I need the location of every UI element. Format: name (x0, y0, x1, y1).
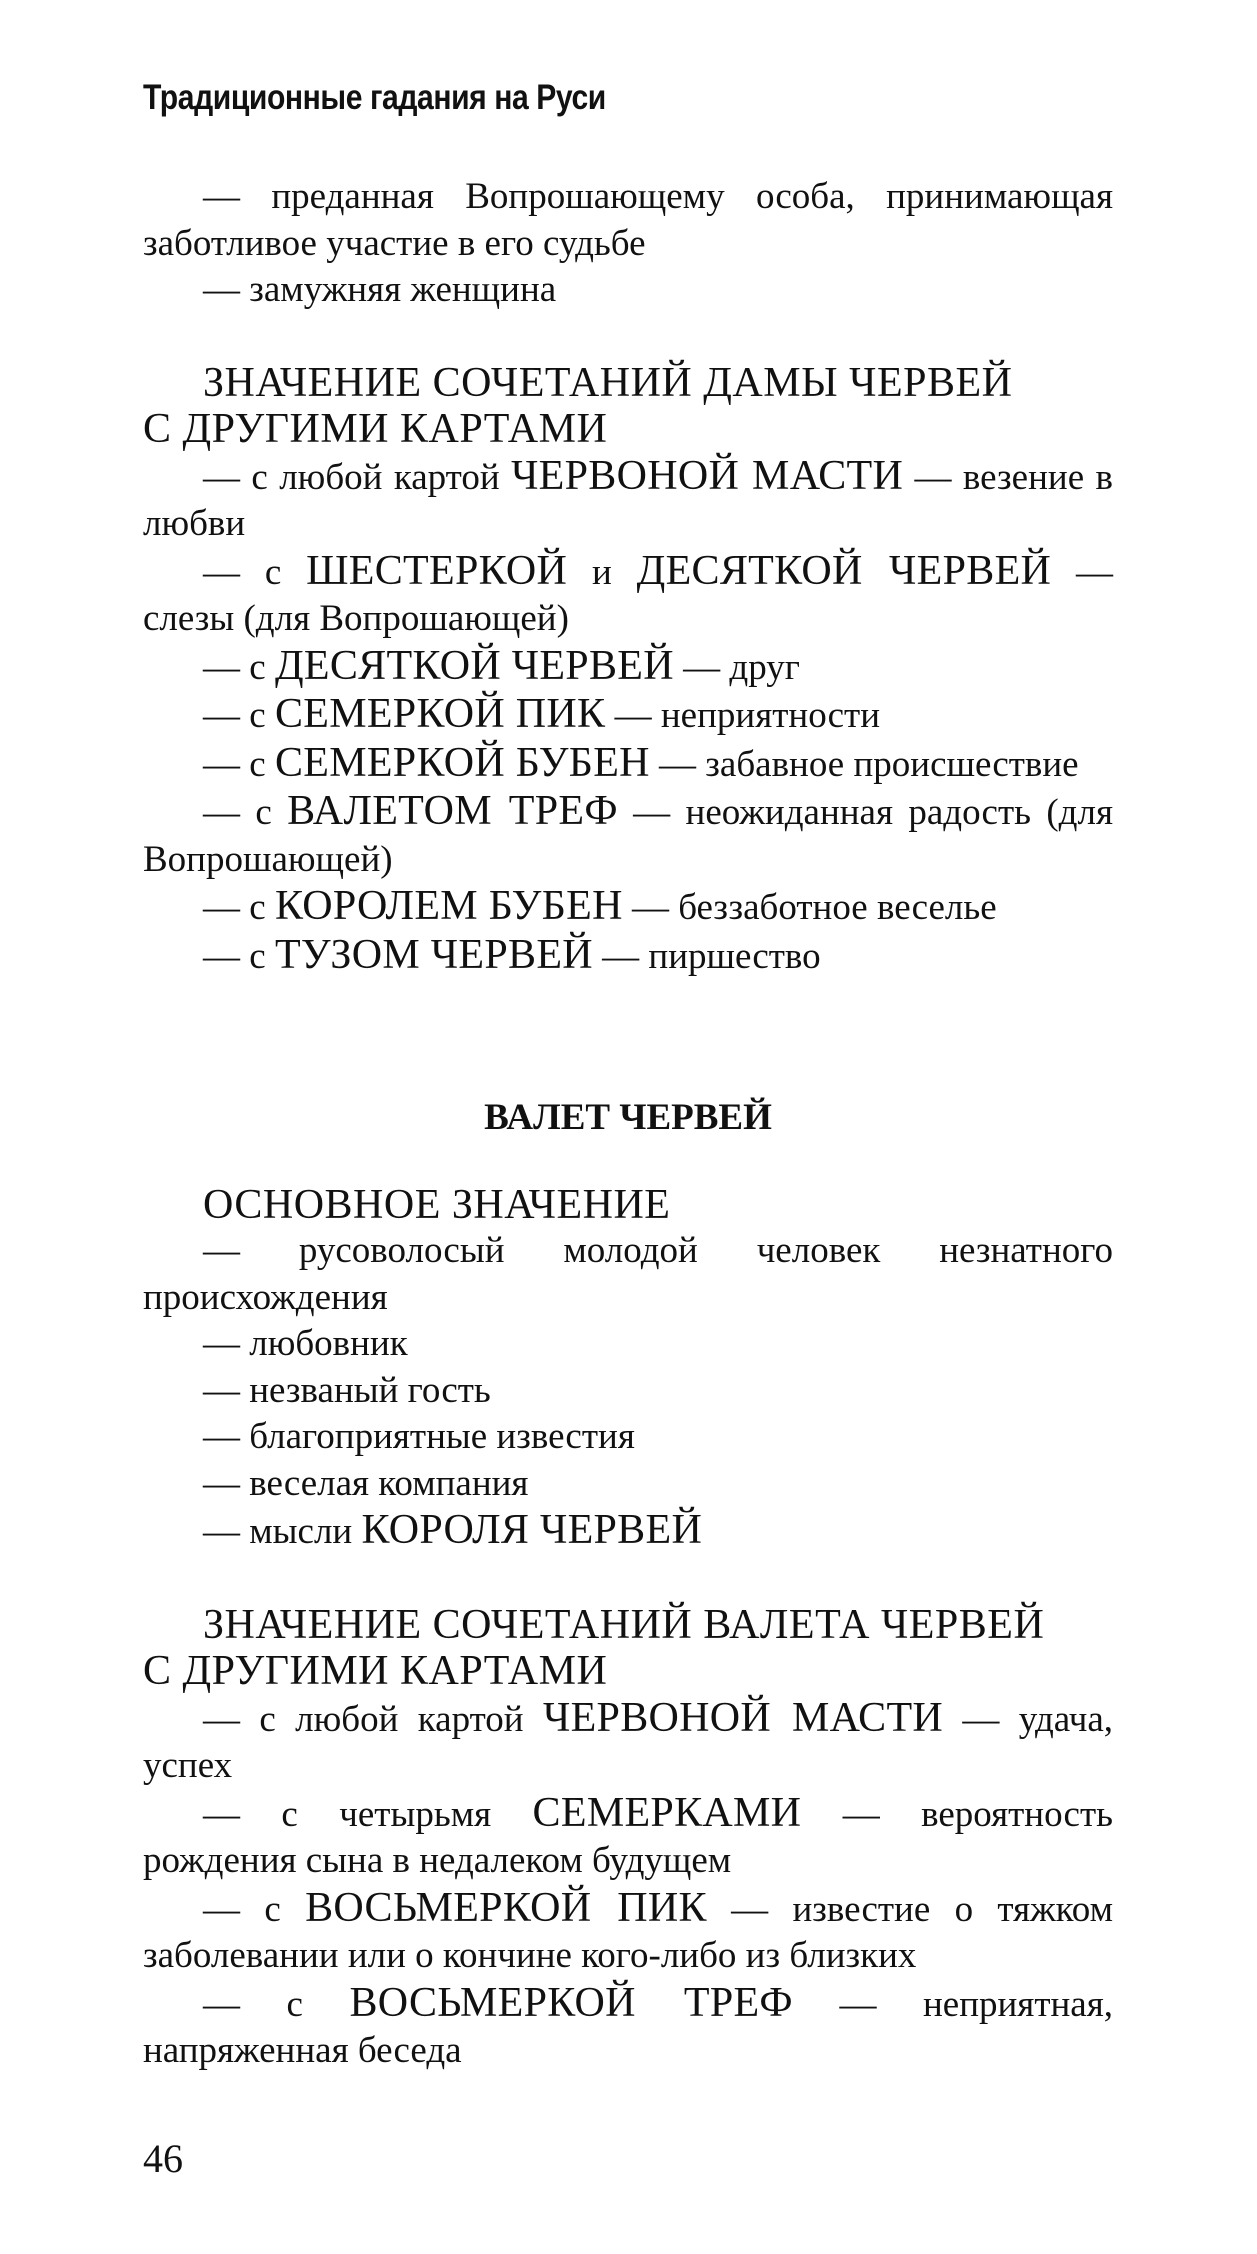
item-text: — неприятная, напряженная беседа (143, 1983, 1113, 2071)
card-name: ВОСЬМЕРКОЙ ПИК (305, 1884, 707, 1931)
section-title: С ДРУГИМИ КАРТАМИ (143, 406, 608, 452)
combination-item (143, 1885, 1113, 1980)
card-name: ШЕСТЕРКОЙ (306, 547, 568, 594)
item-text: — везение в любви (143, 456, 1113, 544)
card-name: СЕМЕРКОЙ БУБЕН (274, 739, 650, 786)
section-title: С ДРУГИМИ КАРТАМИ (143, 1648, 608, 1694)
card-name: ВОСЬМЕРКОЙ ТРЕФ (349, 1979, 793, 2026)
item-text: — с (203, 646, 275, 688)
running-head: Традиционные гадания на Руси (143, 78, 606, 117)
item-text: — с (203, 743, 275, 785)
combination-item (143, 932, 1113, 981)
card-name: КОРОЛЯ ЧЕРВЕЙ (361, 1507, 703, 1553)
item-text: — слезы (для Вопрошающей) (143, 551, 1113, 639)
combination-item (143, 1790, 1113, 1885)
meaning-item (143, 1507, 1113, 1556)
card-name: СЕМЕРКОЙ ПИК (274, 691, 606, 737)
book-page (143, 0, 1113, 2254)
section-title: ЗНАЧЕНИЕ СОЧЕТАНИЙ ДАМЫ ЧЕРВЕЙ (203, 359, 1013, 406)
card-name: ВАЛЕТОМ ТРЕФ (287, 788, 618, 834)
card-name: ЧЕРВОНОЙ МАСТИ (511, 452, 904, 499)
item-text: — неприятности (605, 695, 881, 736)
combination-item (143, 1980, 1113, 2075)
combination-item (143, 691, 1113, 740)
item-text: — с (203, 887, 275, 928)
item-text: — забавное происшествие (649, 743, 1079, 785)
meaning-item: — веселая компания (203, 1462, 529, 1504)
card-name: ДЕСЯТКОЙ ЧЕРВЕЙ (274, 642, 674, 689)
meaning-item: — любовник (203, 1323, 408, 1364)
item-text: — вероятность рождения сына в недалеком будущем (143, 1793, 1113, 1881)
card-name: ДЕСЯТКОЙ ЧЕРВЕЙ (636, 547, 1052, 594)
item-text: — с (203, 695, 275, 736)
combination-item (143, 1695, 1113, 1790)
chapter-title: ВАЛЕТ ЧЕРВЕЙ (484, 1097, 772, 1138)
meaning-item: — преданная Вопрошающему особа, принимающая заботливое участие в его судьбе (143, 176, 1113, 264)
item-text: — с любой картой (203, 456, 512, 498)
item-text: — с (203, 792, 288, 833)
combination-item (143, 740, 1113, 789)
item-text: — с (203, 1983, 350, 2025)
item-text: — пиршество (592, 935, 821, 977)
item-text: — известие о тяжком заболевании или о кончине кого-либо из близких (143, 1888, 1113, 1976)
card-name: СЕМЕРКАМИ (532, 1789, 802, 1836)
section-title: ЗНАЧЕНИЕ СОЧЕТАНИЙ ВАЛЕТА ЧЕРВЕЙ (203, 1601, 1045, 1648)
card-name: ТУЗОМ ЧЕРВЕЙ (274, 931, 593, 978)
meaning-item: — замужняя женщина (203, 269, 557, 310)
meaning-item: — незваный гость (203, 1369, 491, 1411)
item-text: — с четырьмя (203, 1793, 533, 1835)
item-text: — беззаботное веселье (622, 887, 997, 928)
combination-item (143, 788, 1113, 883)
card-name: КОРОЛЕМ БУБЕН (274, 883, 623, 929)
section-title: ОСНОВНОЕ ЗНАЧЕНИЕ (203, 1181, 671, 1228)
item-text: — мысли (203, 1511, 362, 1552)
combination-item (143, 643, 1113, 692)
combination-item (143, 883, 1113, 932)
page-number: 46 (143, 2136, 183, 2181)
item-text: — с любой картой (203, 1698, 543, 1740)
item-text: — друг (673, 646, 800, 688)
item-text: — с (203, 935, 275, 977)
combination-item (143, 548, 1113, 643)
card-name: ЧЕРВОНОЙ МАСТИ (542, 1694, 944, 1741)
meaning-item: — благоприятные известия (203, 1416, 635, 1457)
item-text: — удача, успех (143, 1698, 1114, 1786)
meaning-item: — русоволосый молодой человек незнатного происхождения (143, 1230, 1113, 1318)
item-text: — с (203, 551, 307, 593)
item-text: — с (203, 1888, 306, 1930)
item-text: — неожиданная радость (для Вопрошающей) (143, 792, 1113, 880)
page-body (143, 174, 1113, 2075)
item-text: и (567, 551, 637, 593)
combination-item (143, 453, 1113, 548)
